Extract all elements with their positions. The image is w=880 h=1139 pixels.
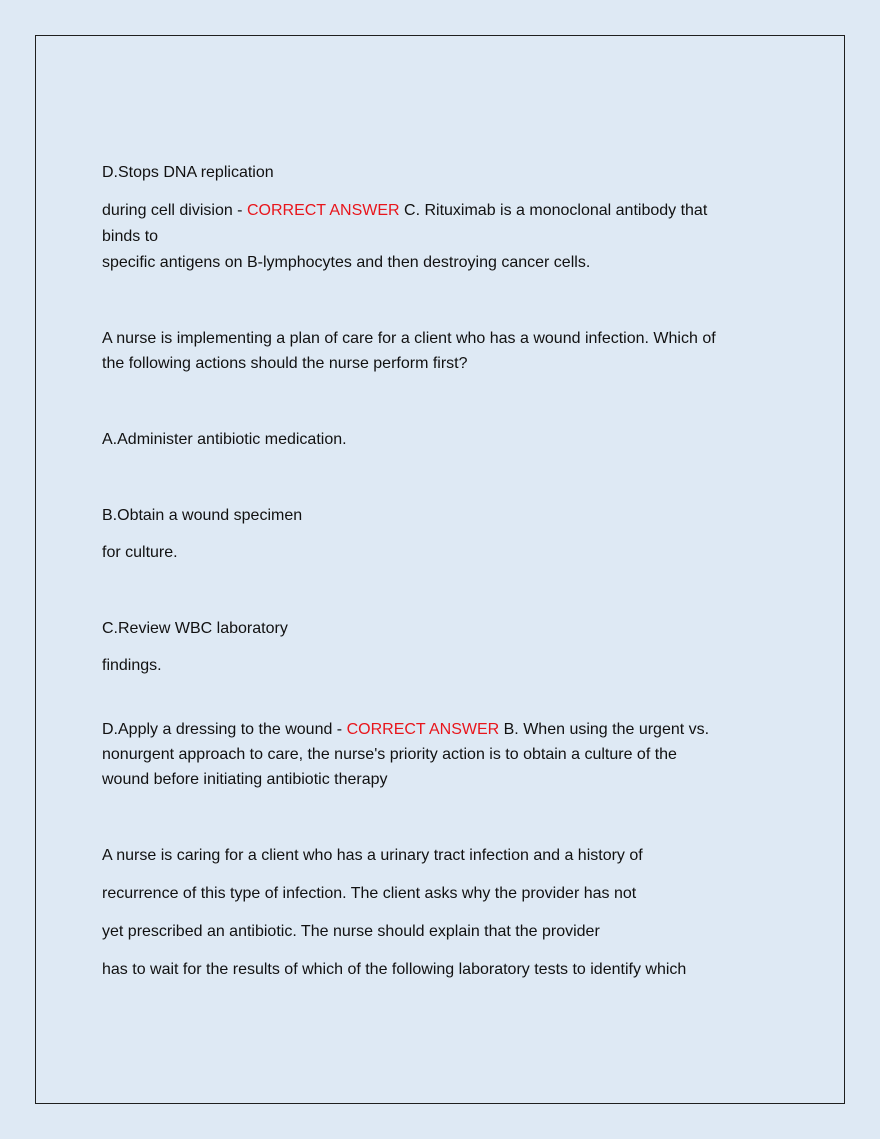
answer-line-3: specific antigens on B-lymphocytes and then destroying cancer cells. [102,254,591,271]
correct-answer-label: CORRECT ANSWER [346,721,500,738]
option-d-answer-line-2: nonurgent approach to care, the nurse's priority action is to obtain a culture of the [102,746,677,763]
answer-line-2: binds to [102,228,159,245]
option-a: A.Administer antibiotic medication. [102,431,347,448]
option-c-line-2: findings. [102,657,162,674]
next-question-line-2: recurrence of this type of infection. The client asks why the provider has not [102,885,637,902]
question-line-1: A nurse is implementing a plan of care for a client who has a wound infection. Which of [102,330,716,347]
option-d-previous: D.Stops DNA replication [102,164,274,181]
answer-line-1: during cell division - CORRECT ANSWER C. Rituximab is a monoclonal antibody that [102,202,708,219]
next-question-line-1: A nurse is caring for a client who has a urinary tract infection and a history of [102,847,643,864]
option-d-answer-line-1: D.Apply a dressing to the wound - CORRECT ANSWER B. When using the urgent vs. [102,721,710,738]
option-b-line-2: for culture. [102,544,178,561]
next-question-line-3: yet prescribed an antibiotic. The nurse should explain that the provider [102,923,600,940]
question-line-2: the following actions should the nurse perform first? [102,355,468,372]
option-c-line-1: C.Review WBC laboratory [102,620,288,637]
option-d-answer-line-3: wound before initiating antibiotic therapy [102,771,388,788]
correct-answer-label: CORRECT ANSWER [246,202,400,219]
option-b-line-1: B.Obtain a wound specimen [102,507,303,524]
next-question-line-4: has to wait for the results of which of the following laboratory tests to identify which [102,961,687,978]
